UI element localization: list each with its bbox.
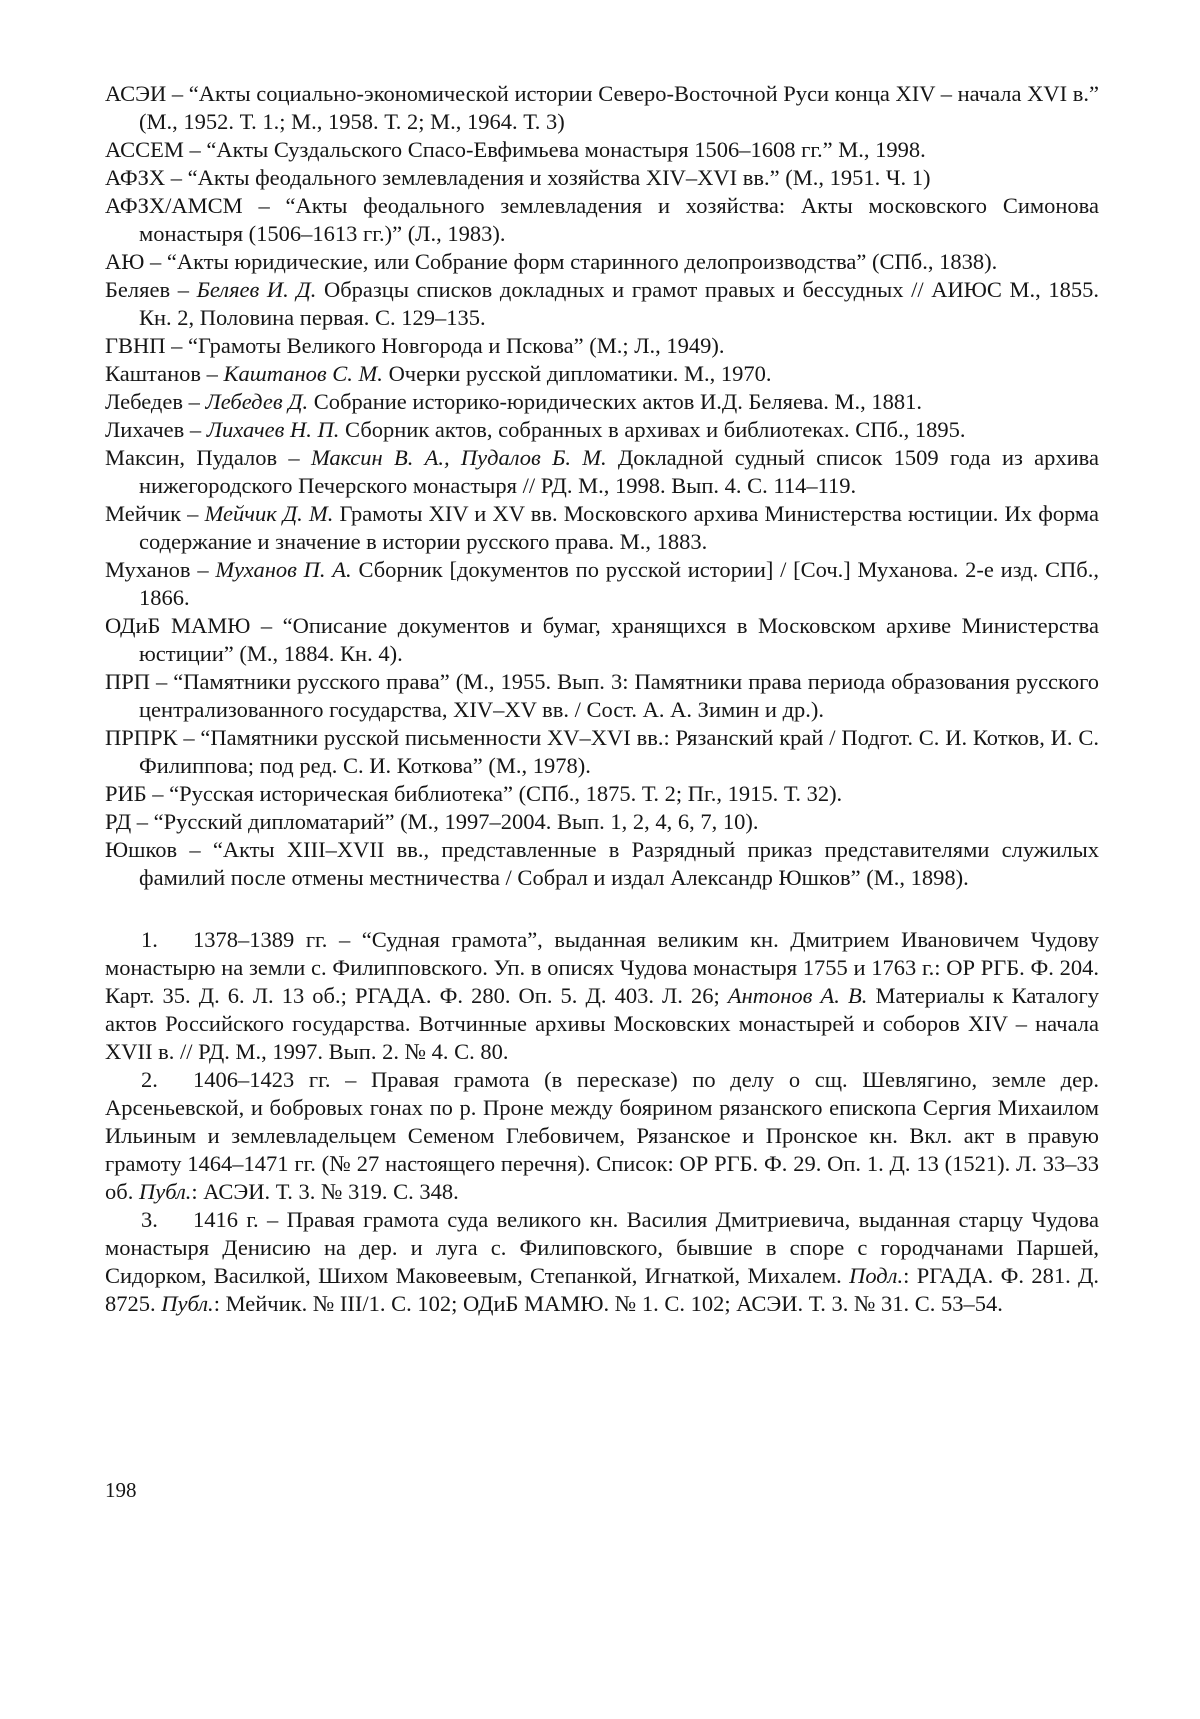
- record-number: 3.: [141, 1207, 158, 1232]
- bibliography-entry: [105, 612, 1099, 668]
- text-segment: Юшков – “Акты XIII–XVII вв., представленные в Разрядный приказ представителями служилых фамилий после отмены местничества / Собрал и издал Александр Юшков” (М., 1898).: [105, 837, 1099, 890]
- text-segment: Очерки русской дипломатики. М., 1970.: [382, 361, 772, 386]
- text-segment: Беляев –: [105, 277, 197, 302]
- text-segment: ПРП – “Памятники русского права” (М., 1955. Вып. 3: Памятники права периода образования русского централизованного государства, XIV–XV вв. / Сост. А. А. Зимин и др.).: [105, 669, 1099, 722]
- text-segment: Муханов –: [105, 557, 216, 582]
- italic-text-segment: Лебедев Д.: [205, 389, 309, 414]
- bibliography-entry: [105, 780, 1099, 808]
- bibliography-entry: [105, 80, 1099, 136]
- text-segment: Грамоты XIV и XV вв. Московского архива Министерства юстиции. Их форма содержание и значение в истории русского права. М., 1883.: [139, 501, 1099, 554]
- text-segment: 1416 г. – Правая грамота суда великого кн. Василия Дмитриевича, выданная старцу Чудова монастыря Денисию на дер. и луга с. Филиповского, бывшие в споре с городчанами Паршей, Сидорком, Василкой, Шихом Маковеевым, Степанкой, Игнаткой, Михалем.: [105, 1207, 1099, 1288]
- text-segment: РИБ – “Русская историческая библиотека” (СПб., 1875. Т. 2; Пг., 1915. Т. 32).: [105, 781, 843, 806]
- text-block: [105, 80, 1099, 1318]
- text-segment: Лебедев –: [105, 389, 206, 414]
- text-segment: Образцы списков докладных и грамот правых и бессудных // АИЮС М., 1855. Кн. 2, Половина первая. С. 129–135.: [139, 277, 1099, 330]
- text-segment: 1378–1389 гг. – “Судная грамота”, выданная великим кн. Дмитрием Ивановичем Чудову монастырю на земли с. Филипповского. Уп. в описях Чудова монастыря 1755 и 1763 г.: ОР РГБ. Ф. 204. Карт. 35. Д. 6. Л. 13 об.; РГАДА. Ф. 280. Оп. 5. Д. 403. Л. 26;: [105, 927, 1099, 1008]
- bibliography-entry: [105, 360, 1099, 388]
- bibliography-entry: [105, 192, 1099, 248]
- italic-text-segment: Публ.: [138, 1179, 192, 1204]
- text-segment: Сборник [документов по русской истории] / [Соч.] Муханова. 2-е изд. СПб., 1866.: [139, 557, 1100, 610]
- record-entry: [105, 926, 1099, 1066]
- text-segment: ПРПРК – “Памятники русской письменности XV–XVI вв.: Рязанский край / Подгот. С. И. Котков, И. С. Филиппова; под ред. С. И. Коткова” (М., 1978).: [105, 725, 1099, 778]
- record-number: 2.: [141, 1067, 158, 1092]
- italic-text-segment: Каштанов С. М.: [223, 361, 383, 386]
- bibliography-entry: [105, 332, 1099, 360]
- bibliography-entry: [105, 808, 1099, 836]
- bibliography-list: [105, 80, 1099, 892]
- text-segment: : АСЭИ. Т. 3. № 319. С. 348.: [191, 1179, 459, 1204]
- italic-text-segment: Антонов А. В.: [727, 983, 868, 1008]
- bibliography-entry: [105, 276, 1099, 332]
- italic-text-segment: Муханов П. А.: [215, 557, 352, 582]
- record-entry: [105, 1066, 1099, 1206]
- text-segment: Максин, Пудалов –: [105, 445, 311, 470]
- text-segment: 1406–1423 гг. – Правая грамота (в пересказе) по делу о сщ. Шевлягино, земле дер. Арсеньевской, и бобровых гонах по р. Проне между боярином рязанского епископа Сергия Михаилом Ильиным и землевладельцем Семеном Глебовичем, Рязанское и Пронское кн. Вкл. акт в правую грамоту 1464–1471 гг. (№ 27 настоящего перечня). Список: ОР РГБ. Ф. 29. Оп. 1. Д. 13 (1521). Л. 33–33 об.: [105, 1067, 1099, 1204]
- text-segment: Лихачев –: [105, 417, 207, 442]
- text-segment: Собрание историко-юридических актов И.Д. Беляева. М., 1881.: [308, 389, 923, 414]
- bibliography-entry: [105, 500, 1099, 556]
- italic-text-segment: Беляев И. Д.: [196, 277, 317, 302]
- text-segment: Докладной судный список 1509 года из архива нижегородского Печерского монастыря // РД. М., 1998. Вып. 4. С. 114–119.: [139, 445, 1099, 498]
- italic-text-segment: Лихачев Н. П.: [206, 417, 340, 442]
- text-segment: : Мейчик. № III/1. С. 102; ОДиБ МАМЮ. № 1. С. 102; АСЭИ. Т. 3. № 31. С. 53–54.: [213, 1291, 1003, 1316]
- records-list: [105, 926, 1099, 1318]
- text-segment: : РГАДА. Ф. 281. Д. 8725.: [105, 1263, 1100, 1316]
- bibliography-entry: [105, 416, 1099, 444]
- record-entry: [105, 1206, 1099, 1318]
- bibliography-entry: [105, 724, 1099, 780]
- bibliography-entry: [105, 836, 1099, 892]
- bibliography-entry: [105, 248, 1099, 276]
- text-segment: Каштанов –: [105, 361, 224, 386]
- bibliography-entry: [105, 556, 1099, 612]
- text-segment: ОДиБ МАМЮ – “Описание документов и бумаг, хранящихся в Московском архиве Министерства юстиции” (М., 1884. Кн. 4).: [105, 613, 1099, 666]
- bibliography-entry: [105, 668, 1099, 724]
- bibliography-entry: [105, 388, 1099, 416]
- italic-text-segment: Максин В. А., Пудалов Б. М.: [310, 445, 607, 470]
- italic-text-segment: Публ.: [161, 1291, 214, 1316]
- page-number: 198: [105, 1478, 137, 1502]
- record-number: 1.: [141, 927, 158, 952]
- text-segment: АФЗХ/АМСМ – “Акты феодального землевладения и хозяйства: Акты московского Симонова монастыря (1506–1613 гг.)” (Л., 1983).: [105, 193, 1099, 246]
- bibliography-entry: [105, 164, 1099, 192]
- italic-text-segment: Подл.: [849, 1263, 904, 1288]
- text-segment: АФЗХ – “Акты феодального землевладения и хозяйства XIV–XVI вв.” (М., 1951. Ч. 1): [105, 165, 931, 190]
- text-segment: АЮ – “Акты юридические, или Собрание форм старинного делопроизводства” (СПб., 1838).: [105, 249, 998, 274]
- text-segment: Сборник актов, собранных в архивах и библиотеках. СПб., 1895.: [339, 417, 966, 442]
- text-segment: АССЕМ – “Акты Суздальского Спасо-Евфимьева монастыря 1506–1608 гг.” М., 1998.: [105, 137, 926, 162]
- text-segment: Материалы к Каталогу актов Российского государства. Вотчинные архивы Московских монастырей и соборов XIV – начала XVII в. // РД. М., 1997. Вып. 2. № 4. С. 80.: [105, 983, 1099, 1064]
- bibliography-entry: [105, 136, 1099, 164]
- text-segment: РД – “Русский дипломатарий” (М., 1997–2004. Вып. 1, 2, 4, 6, 7, 10).: [105, 809, 759, 834]
- bibliography-entry: [105, 444, 1099, 500]
- text-segment: АСЭИ – “Акты социально-экономической истории Северо-Восточной Руси конца XIV – начала XVI в.” (М., 1952. Т. 1.; М., 1958. Т. 2; М., 1964. Т. 3): [105, 81, 1099, 134]
- text-segment: ГВНП – “Грамоты Великого Новгорода и Пскова” (М.; Л., 1949).: [105, 333, 725, 358]
- text-segment: Мейчик –: [105, 501, 205, 526]
- italic-text-segment: Мейчик Д. М.: [204, 501, 334, 526]
